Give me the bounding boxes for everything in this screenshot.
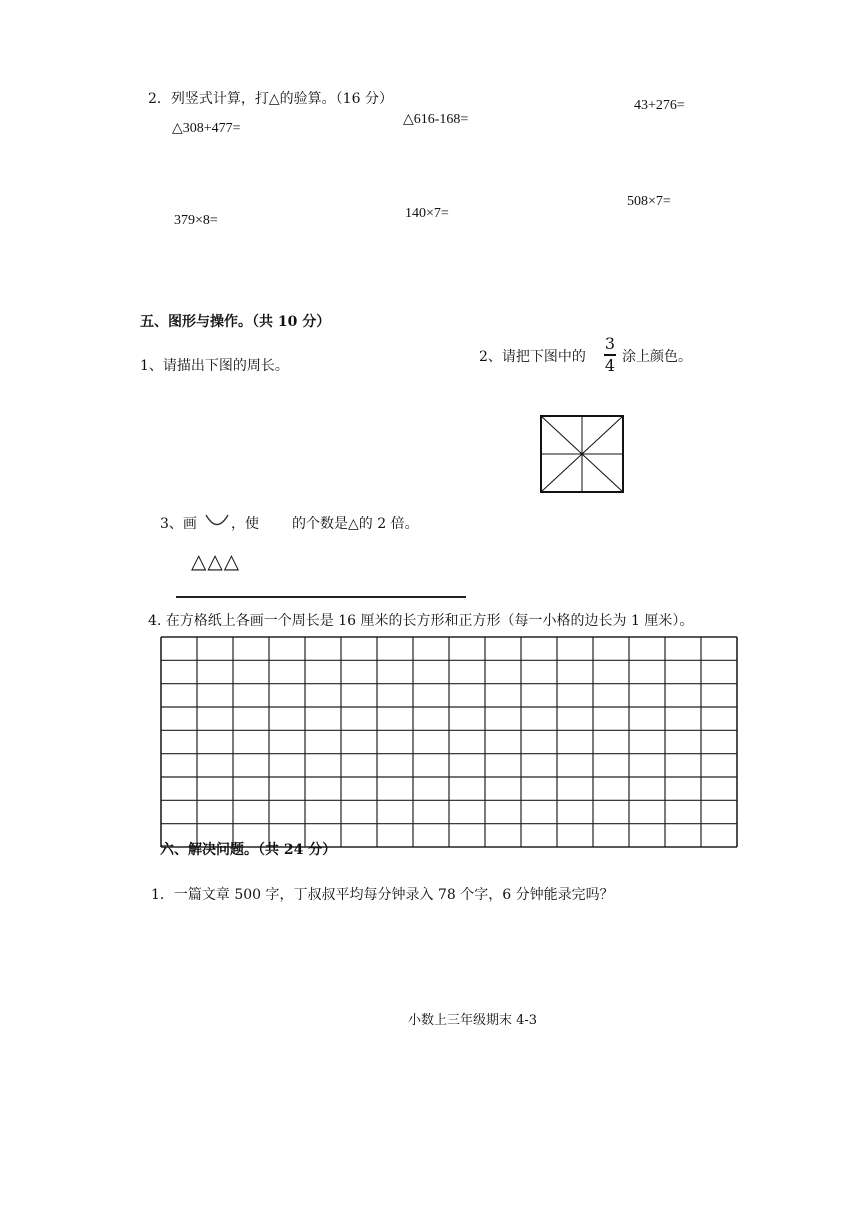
grid-paper: [160, 636, 738, 848]
problem-1: △308+477=: [172, 121, 241, 136]
section-6-q1: 1．一篇文章 500 字，丁叔叔平均每分钟录入 78 个字，6 分钟能录完吗？: [151, 887, 614, 903]
section-5-heading: 五、图形与操作。（共 10 分）: [140, 314, 331, 330]
problem-4: 379×8=: [174, 213, 218, 228]
fraction-three-quarters: [604, 335, 616, 375]
problem-6: 508×7=: [627, 194, 671, 209]
problem-3: 43+276=: [634, 98, 685, 113]
section-2-heading: 2．列竖式计算，打△的验算。（16 分）: [148, 91, 393, 107]
circle-arc-icon: [203, 512, 231, 530]
fraction-numerator: 3: [604, 334, 616, 353]
fraction-denominator: 4: [604, 355, 616, 375]
answer-line: [176, 596, 466, 598]
section-5-q3-prefix: 3、画: [160, 516, 197, 532]
section-5-q4: 4. 在方格纸上各画一个周长是 16 厘米的长方形和正方形（每一小格的边长为 1 厘米）。: [148, 613, 694, 629]
section-5-q3-mid: ，使: [231, 516, 259, 532]
section-5-q2-prefix: 2、请把下图中的: [479, 349, 586, 365]
page-footer: 小数上三年级期末 4-3: [408, 1013, 538, 1028]
section-5-q2-suffix: 涂上颜色。: [622, 349, 692, 365]
section-6-heading: 六、解决问题。（共 24 分）: [160, 842, 337, 858]
problem-2: △616-168=: [403, 112, 469, 127]
section-5-q3-suffix: 的个数是△的 2 倍。: [292, 516, 419, 532]
divided-square-figure: [540, 415, 624, 493]
problem-5: 140×7=: [405, 206, 449, 221]
triangles-row: △△△: [191, 549, 241, 573]
section-5-q1: 1、请描出下图的周长。: [140, 358, 289, 374]
